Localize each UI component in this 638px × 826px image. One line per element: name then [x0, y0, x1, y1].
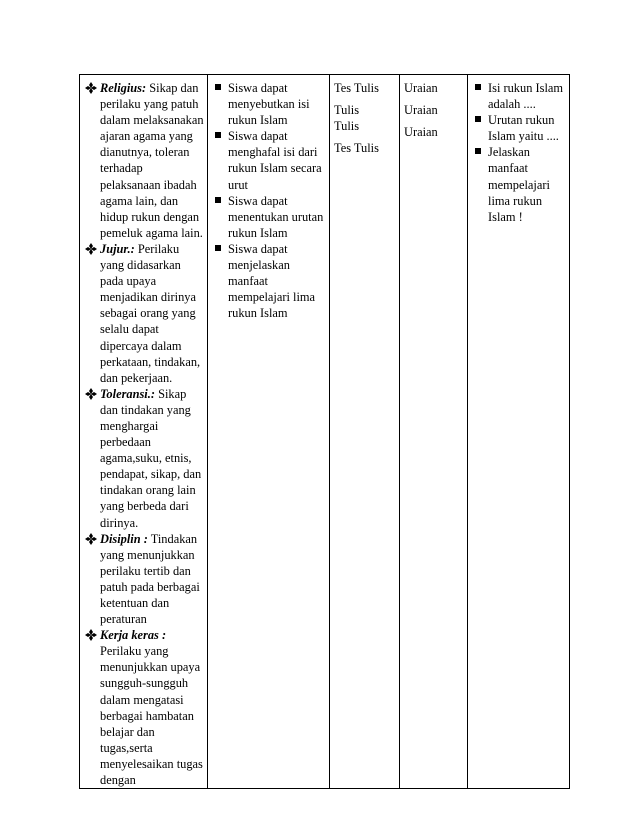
- diamond-bullet-icon: [85, 82, 97, 94]
- technique-text: Tes Tulis: [334, 81, 379, 95]
- form-text: Uraian: [404, 103, 438, 118]
- assessment-table: [79, 74, 570, 789]
- value-term: Disiplin :: [100, 531, 148, 546]
- indicator-text: Siswa dapat menghafal isi dari rukun Islam secara urut: [228, 129, 322, 192]
- questions-list: [472, 80, 566, 225]
- value-description: Perilaku yang didasarkan pada upaya menjadikan dirinya sebagai orang yang selalu dapat dipercaya dalam perkataan, tindakan, dan pekerjaan.: [100, 241, 201, 385]
- list-item: [212, 80, 326, 128]
- indicator-text: Siswa dapat menentukan urutan rukun Islam: [228, 193, 324, 240]
- square-bullet-icon: [215, 197, 221, 203]
- value-description: Tindakan yang menunjukkan perilaku tertib dan patuh pada berbagai ketentuan dan peraturan: [100, 531, 200, 627]
- question-text: Urutan rukun Islam yaitu ....: [488, 113, 559, 144]
- list-item: [84, 531, 204, 628]
- character-values-list: [84, 80, 204, 788]
- square-bullet-icon: [215, 84, 221, 90]
- square-bullet-icon: [215, 245, 221, 251]
- list-item: [84, 386, 204, 531]
- diamond-bullet-icon: [85, 629, 97, 641]
- value-term: Toleransi.:: [100, 386, 155, 401]
- value-description: Sikap dan tindakan yang menghargai perbedaan agama,suku, etnis, pendapat, sikap, dan tindakan orang lain yang berbeda dari dirinya.: [100, 386, 202, 530]
- value-description: Perilaku yang menunjukkan upaya sungguh-sungguh dalam mengatasi berbagai hambatan belajar dan tugas,serta menyelesaikan tugas dengan: [100, 644, 203, 788]
- list-item: [212, 241, 326, 321]
- square-bullet-icon: [215, 132, 221, 138]
- indicators-cell: [208, 75, 330, 789]
- list-item: [472, 112, 566, 144]
- diamond-bullet-icon: [85, 243, 97, 255]
- question-text: Jelaskan manfaat mempelajari lima rukun Islam !: [488, 145, 550, 224]
- form-text: Uraian: [404, 125, 438, 140]
- list-item: [472, 144, 566, 224]
- indicators-list: [212, 80, 326, 321]
- form-cell: [400, 75, 468, 789]
- diamond-bullet-icon: [85, 533, 97, 545]
- square-bullet-icon: [475, 84, 481, 90]
- form-text: Uraian: [404, 81, 438, 95]
- list-item: [212, 128, 326, 192]
- square-bullet-icon: [475, 148, 481, 154]
- questions-cell: [468, 75, 570, 789]
- value-term: Kerja keras :: [100, 628, 167, 643]
- value-term: Religius:: [100, 81, 147, 95]
- square-bullet-icon: [475, 116, 481, 122]
- list-item: [84, 241, 204, 386]
- value-term: Jujur.:: [100, 241, 135, 256]
- indicator-text: Siswa dapat menjelaskan manfaat mempelajari lima rukun Islam: [228, 241, 316, 321]
- character-values-cell: [80, 75, 208, 789]
- list-item: [84, 627, 204, 788]
- indicator-text: Siswa dapat menyebutkan isi rukun Islam: [228, 81, 310, 128]
- technique-text: Tulis: [334, 103, 360, 118]
- technique-text: Tes Tulis: [334, 141, 379, 156]
- list-item: [84, 80, 204, 241]
- technique-cell: [330, 75, 400, 789]
- technique-text: Tulis: [334, 119, 360, 134]
- list-item: [472, 80, 566, 112]
- list-item: [212, 193, 326, 241]
- question-text: Isi rukun Islam adalah ....: [488, 81, 564, 112]
- value-description: Sikap dan perilaku yang patuh dalam melaksanakan ajaran agama yang dianutnya, toleran terhadap pelaksanaan ibadah agama lain, dan hidup rukun dengan pemeluk agama lain.: [100, 81, 204, 240]
- table-row: [80, 75, 570, 789]
- diamond-bullet-icon: [85, 388, 97, 400]
